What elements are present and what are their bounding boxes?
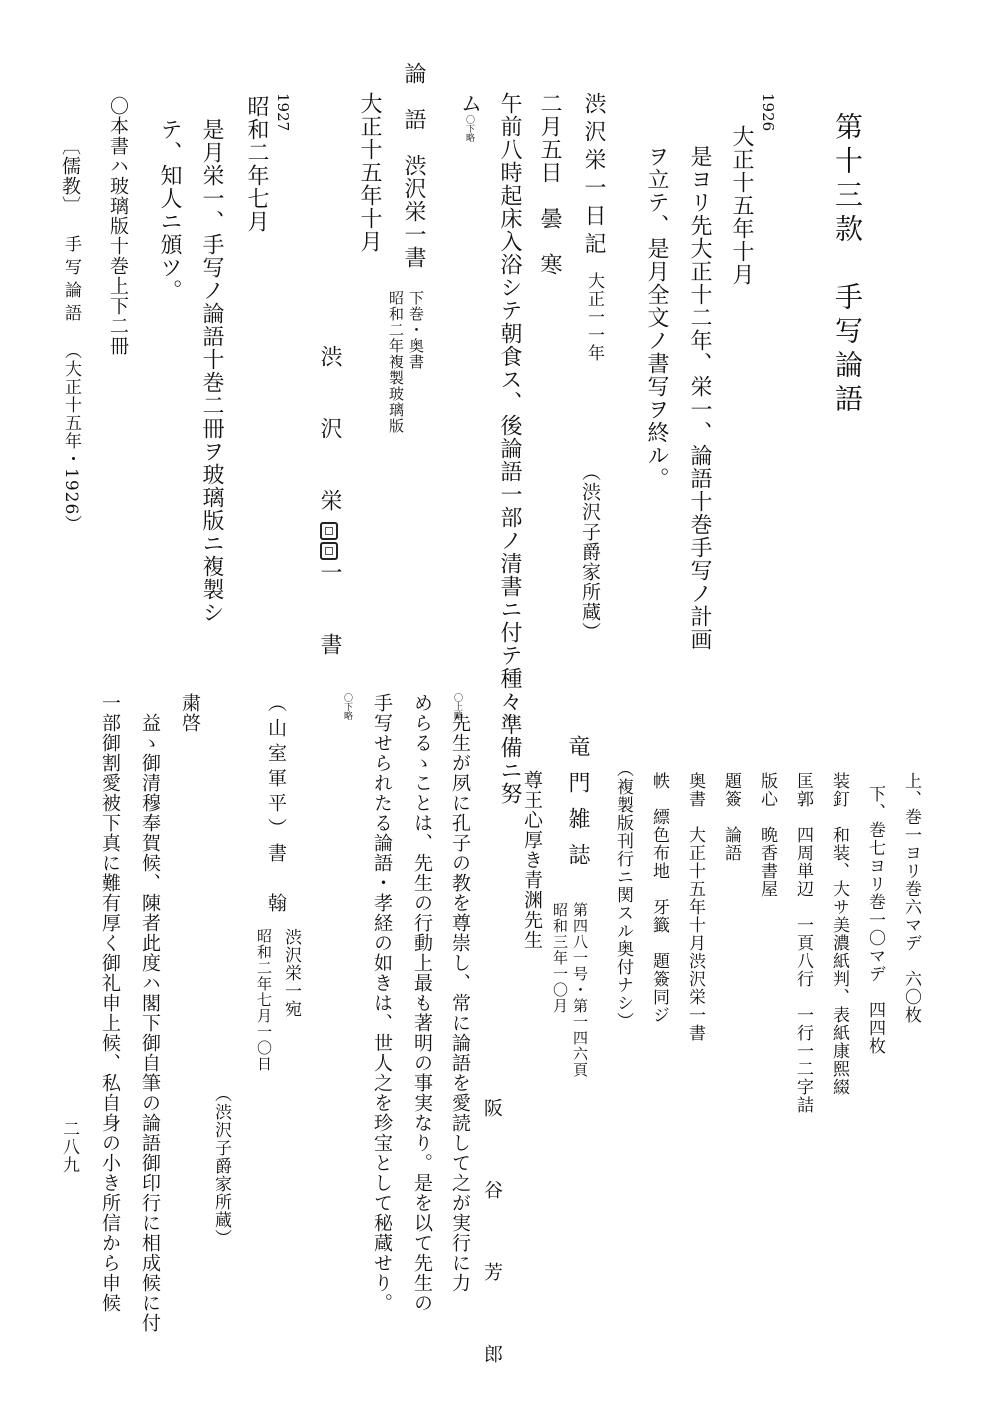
- diary-source: （渋沢子爵家所蔵）: [579, 462, 601, 642]
- letter-text-line-1: 益ゝ御清穆奉賀候、陳者此度ハ閣下御自筆の論語御印行に相成候に付: [139, 713, 161, 1333]
- seal-stamp-2: [320, 542, 338, 560]
- spec-line-1: 上、巻一ヨリ巻六マデ 六〇枚: [901, 772, 921, 1024]
- paragraph-1-line-2: ヲ立テ、是月全文ノ書写ヲ終ル。: [644, 145, 669, 490]
- diary-era: 大正一一年: [584, 272, 604, 362]
- diary-text: 午前八時起床入浴シテ朝食ス、後論語一部ノ清書ニ付テ種々準備ニ努: [497, 92, 522, 805]
- ryumon-date: 昭和三年一〇月: [551, 902, 569, 1014]
- paragraph-2-line-2: テ、知人ニ頒ツ。: [157, 118, 182, 302]
- book-note: 〇本書ハ玻璃版十巻上下二冊: [107, 96, 129, 356]
- rongo-note-1: 下巻・奥書: [407, 290, 425, 370]
- category-label: 〔儒教〕: [59, 136, 81, 216]
- rongo-note-2: 昭和二年複製玻璃版: [387, 290, 405, 434]
- section-title: 第十三款 手写論語: [831, 112, 864, 418]
- spec-line-3: 装釘 和装、大サ美濃紙判、表紙康熙綴: [829, 772, 849, 1096]
- spec-line-9: （複製版刊行ニ関スル奥付ナシ）: [613, 760, 633, 1030]
- date-showa-2-7: 昭和二年七月: [244, 95, 269, 233]
- category-date: （大正十五年・1926）: [61, 342, 81, 534]
- date-taisho-15-10: 大正十五年十月: [729, 125, 754, 286]
- category-title: 手写論語: [61, 235, 81, 327]
- page-number: 二八九: [59, 1120, 79, 1174]
- diary-date: 二月五日 曇 寒: [537, 92, 562, 276]
- spec-line-8: 帙 縹色布地 牙籤 題簽同ジ: [649, 772, 669, 1024]
- paragraph-1-line-1: 是ヨリ先大正十二年、栄一、論語十巻手写ノ計画: [687, 145, 712, 651]
- paragraph-2-line-1: 是月栄一、手写ノ論語十巻二冊ヲ玻璃版ニ複製シ: [199, 118, 224, 624]
- spec-line-5: 版心 晩香書屋: [757, 772, 777, 898]
- spec-line-6: 題簽 論語: [721, 772, 741, 862]
- diary-title: 渋沢栄一日記: [581, 92, 606, 260]
- spec-line-7: 奥書 大正十五年十月渋沢栄一書: [685, 772, 705, 1042]
- rongo-signature: 渋 沢 栄 一 書: [317, 345, 342, 669]
- rongo-title: 論 語 渋沢栄一書: [401, 62, 426, 269]
- spec-line-2: 下、巻七ヨリ巻一〇マデ 四四枚: [865, 785, 885, 1055]
- rongo-date: 大正十五年十月: [357, 92, 382, 253]
- ryumon-heading: 尊王心厚き青渊先生: [521, 770, 543, 950]
- letter-source: （渋沢子爵家所蔵）: [211, 1085, 231, 1247]
- ryumon-omit-bottom: 〇下略: [342, 693, 352, 720]
- ryumon-text-line-1: 先生が夙に孔子の教を尊崇し、常に論語を愛読して之が実行に力: [449, 713, 471, 1293]
- letter-recipient: 渋沢栄一宛: [281, 928, 301, 1018]
- ryumon-text-line-3: 手写せられたる論語・孝経の如きは、世人之を珍宝として秘蔵せり。: [371, 693, 393, 1313]
- year-1926: 1926: [759, 93, 777, 132]
- ryumon-omit-top: 〇上略: [452, 693, 462, 720]
- diary-text-continued: ム〇下略: [457, 92, 482, 142]
- letter-date: 昭和二年七月一〇日: [255, 928, 273, 1072]
- ryumon-text-line-2: めらるゝことは、先生の行動上最も著明の事実なり。是を以て先生の: [411, 693, 433, 1313]
- ryumon-issue: 第四八一号・第一四六頁: [571, 902, 589, 1078]
- letter-title: （山室軍平）書 翰: [265, 693, 287, 918]
- year-1927: 1927: [274, 93, 292, 132]
- ryumon-author: 阪 谷 芳 郎: [481, 1098, 503, 1385]
- ryumon-title: 竜門雑誌: [565, 735, 590, 879]
- diary-omit-note: 〇下略: [464, 115, 474, 142]
- letter-text-line-2: 一部御割愛被下真に難有厚く御礼申上候、私自身の小き所信から申候: [99, 693, 121, 1313]
- letter-greeting: 粛啓: [179, 693, 201, 733]
- spec-line-4: 匡郭 四周単辺 一頁八行 一行一二字詰: [793, 772, 813, 1114]
- seal-stamp-1: [320, 522, 338, 540]
